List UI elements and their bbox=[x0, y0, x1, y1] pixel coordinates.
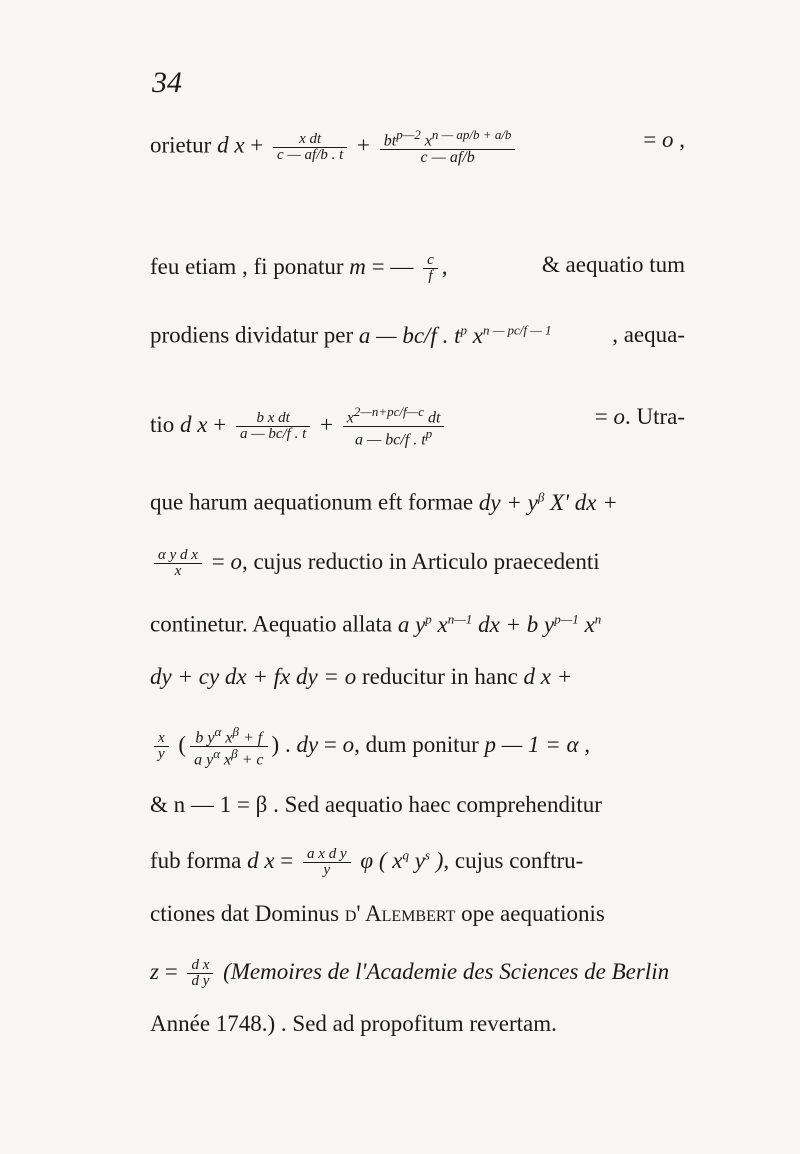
text-prodiens: prodiens dividatur per bbox=[150, 322, 354, 348]
text-alembert: d' Alembert bbox=[344, 901, 456, 926]
text-line-12 bbox=[150, 902, 685, 925]
math-form: dy + $y^\beta$ X' dx + bbox=[478, 489, 618, 515]
math-equals-o-1: = o , bbox=[643, 127, 685, 152]
text-dum-ponitur: , dum ponitur bbox=[354, 732, 479, 758]
text-line-3 bbox=[150, 323, 685, 347]
fraction-bxdt: $\frac{\text{b x dt}}{a — bc/f . t}$ bbox=[236, 411, 310, 442]
equation-line-1: orietur d x + $\frac{\text{x dt}}{c — af/b . t}$ + $\frac{bt^{p—2} x^{n — ap/b + a/b}}{c — af/b}$ = o , bbox=[150, 127, 685, 167]
page-number: 34 bbox=[152, 66, 182, 99]
text-line-6: $\frac{\text{α y d x}}{x}$ = o, cujus reductio in Articulo praecedenti bbox=[150, 548, 685, 579]
text-cujus-constru: , cujus conftru- bbox=[443, 847, 584, 873]
text-tio: tio bbox=[150, 412, 175, 438]
math-m-def: m bbox=[349, 253, 366, 279]
text-line-7 bbox=[150, 612, 685, 636]
text-line-13: z = $\frac{\text{d x}}{\text{d y}}$ (Memoires de l'Academie des Sciences de Berlin bbox=[150, 957, 670, 989]
text-continetur: continetur. Aequatio allata bbox=[150, 611, 393, 637]
fraction-aydx: $\frac{\text{α y d x}}{x}$ bbox=[154, 548, 202, 579]
fraction-bya: $\frac{b y^\alpha x^\beta + f}{a y^\alpha x^\beta + c}$ bbox=[190, 725, 267, 769]
math-phi: φ ( $x^q$ $y^s$ ) bbox=[360, 847, 444, 873]
text-ctiones: ctiones dat Dominus bbox=[150, 901, 340, 926]
equation-line-4: tio d x + $\frac{\text{b x dt}}{a — bc/f . t}$ + $\frac{x^{2—n+pc/f—c} dt}{a — bc/f . t^p}$ = o. Utra- bbox=[150, 404, 685, 449]
fraction-xdt: $\frac{\text{x dt}}{c — af/b . t}$ bbox=[273, 132, 347, 163]
text-line-8 bbox=[150, 665, 685, 688]
text-line-2: feu etiam , fi ponatur m = — $\frac{c}{f}$ , & aequatio tum bbox=[150, 252, 685, 284]
math-dx-eq: d x bbox=[247, 847, 275, 873]
text-line-11: fub forma d x = $\frac{\text{a x d y}}{y}$ φ ( $x^q$ $y^s$ ), cujus conftru- bbox=[150, 846, 584, 878]
math-allata: a $y^p$ $x^{n—1}$ dx + b $y^{p—1}$ $x^n$ bbox=[397, 611, 602, 637]
text-seu-etiam: feu etiam , fi ponatur bbox=[150, 253, 344, 279]
text-annee: Année 1748.) . Sed ad propofitum revertam. bbox=[150, 1011, 557, 1036]
fraction-axdy: $\frac{\text{a x d y}}{y}$ bbox=[303, 847, 351, 878]
math-dy-cy: dy + cy dx + fx dy = o bbox=[150, 664, 357, 689]
text-line-10 bbox=[150, 793, 685, 816]
fraction-dx-dy: $\frac{\text{d x}}{\text{d y}}$ bbox=[187, 958, 213, 989]
fraction-x-y: $\frac{x}{y}$ bbox=[154, 731, 169, 762]
math-p-alpha: p — 1 = α , bbox=[484, 732, 591, 758]
fraction-c-f: $\frac{c}{f}$ bbox=[423, 253, 438, 284]
math-z: z bbox=[150, 958, 159, 984]
text-line-14 bbox=[150, 1012, 685, 1035]
text-aequa: , aequa- bbox=[612, 322, 685, 347]
text-line-5 bbox=[150, 490, 685, 514]
fraction-x2n: $\frac{x^{2—n+pc/f—c} dt}{a — bc/f . t^p}$ bbox=[343, 405, 445, 449]
text-cujus-reductio: , cujus reductio in Articulo praecedenti bbox=[241, 548, 600, 574]
fraction-btp: $\frac{bt^{p—2} x^{n — ap/b + a/b}}{c — af/b}$ bbox=[380, 128, 516, 166]
text-memoires: (Memoires de l'Academie des Sciences de Berlin bbox=[223, 958, 670, 984]
text-et-n: & n — 1 = β . Sed aequatio haec comprehenditur bbox=[150, 792, 602, 817]
math-dx: d x bbox=[217, 132, 245, 158]
math-dx-2: d x bbox=[180, 412, 208, 438]
math-divisor: a — bc/f . $t^p$ $x^{n — pc/f — 1}$ bbox=[358, 322, 552, 348]
text-reducitur: reducitur in hanc bbox=[361, 664, 518, 689]
math-dx-3: d x + bbox=[523, 664, 573, 689]
text-aequatio-tum: & aequatio tum bbox=[541, 252, 685, 277]
text-que-harum: que harum aequationum eft formae bbox=[150, 489, 474, 515]
text-utra: = o. Utra- bbox=[594, 404, 685, 429]
text-sub-forma: fub forma bbox=[150, 847, 242, 873]
text-ope: ope aequationis bbox=[461, 901, 605, 926]
equation-line-9: $\frac{x}{y}$ ( $\frac{b y^\alpha x^\beta + f}{a y^\alpha x^\beta + c}$ ) . dy = o, dum ponitur p — 1 = α , bbox=[150, 725, 685, 769]
text-orietur: orietur bbox=[150, 132, 212, 158]
